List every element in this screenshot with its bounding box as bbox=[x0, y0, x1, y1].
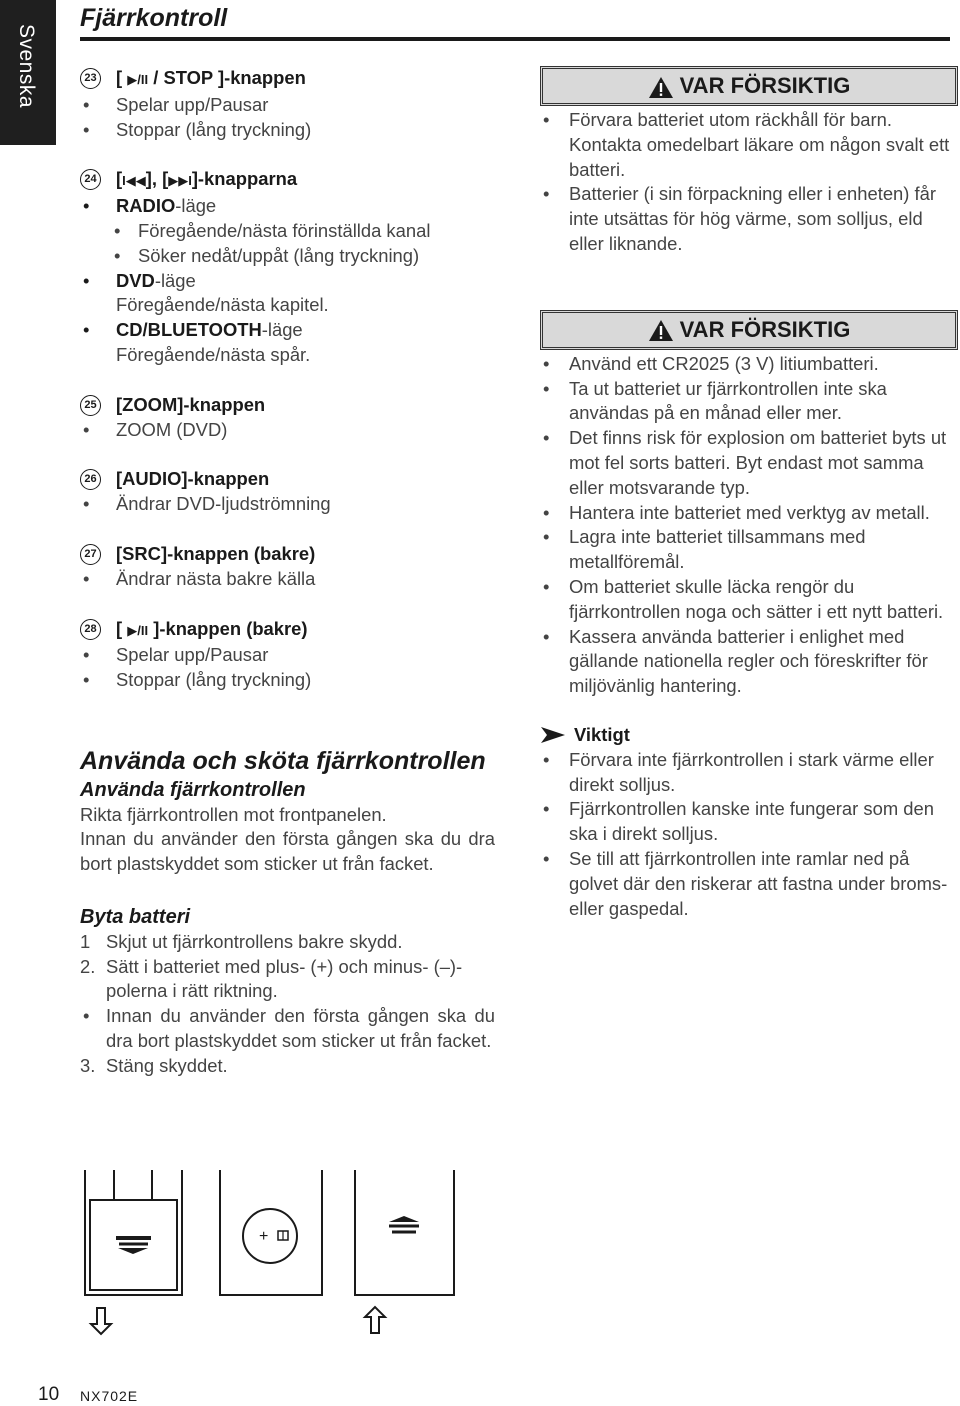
paragraph: Innan du använder den första gången ska du dra bort plastskyddet som sticker ut från facket. bbox=[80, 828, 495, 875]
caution-title: VAR FÖRSIKTIG bbox=[679, 316, 851, 342]
caution-box-1 bbox=[540, 66, 958, 106]
step-text: Skjut ut fjärrkontrollens bakre skydd. bbox=[106, 930, 403, 952]
item-number-28: 28 bbox=[80, 619, 101, 640]
mode-suffix: -läge bbox=[261, 319, 303, 341]
list-item bbox=[80, 194, 495, 219]
item-26-title: [AUDIO]-knappen bbox=[116, 468, 270, 490]
list-item: • Hantera inte batteriet med verktyg av metall. bbox=[540, 501, 958, 526]
change-battery-heading: Byta batteri bbox=[80, 905, 191, 928]
page-title: Fjärrkontroll bbox=[80, 4, 228, 32]
item-24-title: ]-knapparna bbox=[191, 168, 298, 190]
page-number: 10 bbox=[38, 1384, 60, 1405]
item-27-heading bbox=[80, 542, 495, 567]
step-note: • Innan du använder den första gången ska du dra bort plastskyddet som sticker ut från facket. bbox=[80, 1004, 495, 1054]
item-23-title: / STOP ]-knappen bbox=[153, 67, 306, 88]
list-item: • Batterier (i sin förpackning eller i enheten) får inte utsättas för hög värme, som solljus, eld eller liknande. bbox=[540, 182, 958, 256]
sub-list-item: • Föregående/nästa förinställda kanal bbox=[80, 219, 495, 244]
list-item: • Ändrar DVD-ljudströmning bbox=[80, 492, 495, 517]
item-number-24: 24 bbox=[80, 169, 101, 190]
caution-title: VAR FÖRSIKTIG bbox=[679, 73, 851, 98]
important-heading bbox=[540, 723, 958, 748]
mode-suffix: -läge bbox=[175, 195, 217, 217]
right-column bbox=[540, 66, 958, 921]
item-28-title: ]-knappen (bakre) bbox=[153, 617, 308, 639]
item-25 bbox=[80, 393, 495, 443]
step-3 bbox=[80, 1054, 495, 1079]
plus-sign: + bbox=[259, 1228, 269, 1245]
list-item: • ZOOM (DVD) bbox=[80, 418, 495, 443]
list-item: • Kassera använda batterier i enlighet med gällande nationella regler och föreskrifter för miljövänlig hantering. bbox=[540, 625, 958, 699]
list-item: • Det finns risk för explosion om batteriet byts ut mot fel sorts batteri. Byt endast mot samma eller motsvarande typ. bbox=[540, 426, 958, 500]
list-item: • Lagra inte batteriet tillsammans med metallföremål. bbox=[540, 525, 958, 575]
bracket-open: [ bbox=[116, 617, 123, 639]
step-number: 3. bbox=[80, 1054, 96, 1076]
item-28 bbox=[80, 617, 495, 693]
mode-description: Föregående/nästa kapitel. bbox=[116, 294, 329, 316]
list-item: • Stoppar (lång tryckning) bbox=[80, 118, 495, 143]
item-28-heading bbox=[80, 617, 495, 644]
list-item: • Fjärrkontrollen kanske inte fungerar som den ska i direkt solljus. bbox=[540, 797, 958, 847]
list-item: • Ändrar nästa bakre källa bbox=[80, 567, 495, 592]
item-27 bbox=[80, 542, 495, 592]
dvd-mode-label: DVD bbox=[116, 269, 155, 291]
item-number-25: 25 bbox=[80, 395, 101, 416]
list-item: • Förvara inte fjärrkontrollen i stark värme eller direkt solljus. bbox=[540, 748, 958, 798]
model-name: NX702E bbox=[80, 1388, 139, 1404]
item-27-title: [SRC]-knappen (bakre) bbox=[116, 542, 316, 564]
bluetooth-mode-label: CD/BLUETOOTH bbox=[116, 319, 262, 341]
mode-suffix: -läge bbox=[154, 269, 196, 291]
list-item: • Spelar upp/Pausar bbox=[80, 93, 495, 118]
item-number-23: 23 bbox=[80, 68, 101, 89]
arrow-right-icon bbox=[540, 726, 566, 744]
left-column bbox=[80, 66, 495, 1079]
list-item bbox=[80, 269, 495, 294]
mode-description: Föregående/nästa spår. bbox=[116, 343, 311, 365]
step-text: Stäng skyddet. bbox=[106, 1054, 228, 1076]
list-item: • Förvara batteriet utom räckhåll för barn. Kontakta omedelbart läkare om någon svalt ett batteri. bbox=[540, 108, 958, 182]
remote-cover-open-figure bbox=[85, 1170, 182, 1334]
item-number-26: 26 bbox=[80, 469, 101, 490]
step-text: Sätt i batteriet med plus- (+) och minus- (–)-polerna i rätt riktning. bbox=[106, 955, 463, 1002]
item-24 bbox=[80, 167, 495, 367]
item-24-separator: ], [ bbox=[145, 168, 169, 190]
play-pause-icon: ▶/II bbox=[127, 72, 149, 87]
list-item bbox=[80, 318, 495, 343]
item-24-heading: 24 [I◀◀], [▶▶I]-knapparna bbox=[80, 167, 495, 194]
warning-icon bbox=[648, 76, 674, 99]
paragraph: Rikta fjärrkontrollen mot frontpanelen. bbox=[80, 803, 387, 825]
item-25-title: [ZOOM]-knappen bbox=[116, 393, 266, 415]
battery-insert-figure bbox=[220, 1170, 322, 1295]
sub-list-item: • Söker nedåt/uppåt (lång tryckning) bbox=[80, 244, 495, 269]
list-item: • Spelar upp/Pausar bbox=[80, 643, 495, 668]
item-25-heading bbox=[80, 393, 495, 418]
radio-mode-label: RADIO bbox=[116, 195, 176, 217]
language-tab-label: Svenska bbox=[15, 24, 38, 109]
important-title: Viktigt bbox=[574, 723, 630, 745]
language-tab bbox=[0, 0, 56, 145]
item-26 bbox=[80, 467, 495, 517]
list-item: • Se till att fjärrkontrollen inte ramlar ned på golvet där den riskerar att fastna under broms- eller gaspedal. bbox=[540, 847, 958, 921]
list-item: • Använd ett CR2025 (3 V) litiumbatteri. bbox=[540, 352, 958, 377]
caution-box-2 bbox=[540, 310, 958, 350]
step-number: 1 bbox=[80, 930, 91, 952]
remote-cover-closed-figure bbox=[355, 1170, 454, 1333]
warning-icon bbox=[648, 319, 674, 342]
bracket-open: [ bbox=[116, 67, 123, 88]
step-2 bbox=[80, 955, 495, 1005]
use-remote-heading: Använda fjärrkontrollen bbox=[80, 778, 306, 801]
item-26-heading bbox=[80, 467, 495, 492]
section-title: Använda och sköta fjärrkontrollen bbox=[80, 746, 486, 775]
next-track-icon: ▶▶I bbox=[168, 173, 192, 189]
item-23-heading bbox=[80, 66, 495, 93]
step-number: 2. bbox=[80, 955, 96, 977]
battery-illustrations bbox=[80, 1170, 500, 1340]
title-divider bbox=[80, 37, 950, 41]
list-item: • Stoppar (lång tryckning) bbox=[80, 668, 495, 693]
play-pause-icon: ▶/II bbox=[127, 622, 149, 638]
step-1 bbox=[80, 930, 495, 955]
list-item: • Om batteriet skulle läcka rengör du fjärrkontrollen noga och sätter i ett nytt batteri. bbox=[540, 575, 958, 625]
item-number-27: 27 bbox=[80, 544, 101, 565]
previous-track-icon: I◀◀ bbox=[122, 173, 146, 189]
list-item: • Ta ut batteriet ur fjärrkontrollen inte ska användas på en månad eller mer. bbox=[540, 377, 958, 427]
item-23 bbox=[80, 66, 495, 142]
